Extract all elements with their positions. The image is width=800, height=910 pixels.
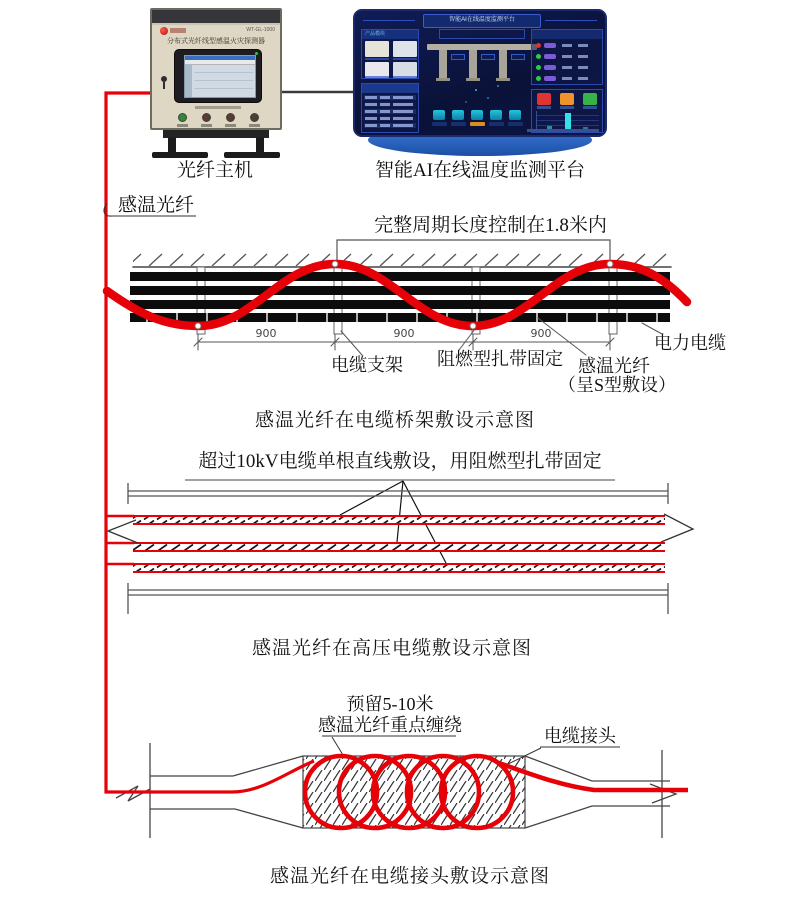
device-panel-title: 分布式光纤线型感温火灾探测器 — [167, 37, 265, 45]
temp-value-bar — [562, 77, 572, 80]
thumb-caption-bar — [365, 58, 389, 60]
tie-label: 阻燃型扎带固定 — [437, 349, 563, 369]
product-module-panel — [361, 29, 419, 79]
fiber-callout-label: 感温光纤 — [118, 195, 195, 216]
panel-button[interactable] — [226, 113, 235, 122]
temp-value-bar — [578, 77, 588, 80]
alarm-table-header — [362, 84, 418, 93]
temp-tag — [511, 54, 525, 60]
power-cable-label: 电力电缆 — [654, 333, 726, 353]
power-led — [255, 52, 258, 55]
brand-logo-icon — [160, 27, 168, 35]
device-model: WT-GL-1000 — [246, 27, 275, 33]
table-row[interactable] — [364, 116, 416, 121]
run-button[interactable] — [178, 113, 187, 122]
ai-dashboard-screen — [353, 9, 607, 137]
brand-text — [170, 28, 186, 33]
dashboard-title-banner: 智能AI在线温度监测平台 — [423, 14, 541, 28]
decor-dot — [475, 89, 477, 91]
zone-pill — [544, 65, 556, 70]
tray-period-title: 完整周期长度控制在1.8米内 — [374, 215, 607, 236]
thumb-caption-bar — [365, 76, 389, 78]
window-grid-line — [194, 88, 253, 89]
alarm-table-panel — [361, 83, 419, 133]
fiber-s-label: 感温光纤 — [578, 356, 650, 376]
temp-value-bar — [562, 44, 572, 47]
decor-dot — [497, 85, 499, 87]
mini-bar-chart — [536, 111, 599, 131]
nav-icon-label — [508, 122, 523, 126]
fiber-host-device — [150, 8, 282, 130]
product-thumb[interactable] — [365, 41, 389, 57]
bridge-pier — [439, 50, 447, 78]
status-dot-green — [536, 54, 541, 59]
hv-caption: 感温光纤在高压电缆敷设示意图 — [251, 638, 532, 659]
bridge-pier — [469, 50, 477, 78]
button-label-bar — [177, 124, 188, 127]
panel-button[interactable] — [202, 113, 211, 122]
temp-tag — [451, 54, 465, 60]
square-label-bar — [560, 106, 574, 109]
device-status-panel — [531, 89, 603, 133]
window-grid-line — [194, 80, 253, 81]
zone-pill — [544, 76, 556, 81]
table-row[interactable] — [364, 123, 416, 128]
decor-dot — [487, 97, 489, 99]
square-label-bar — [537, 106, 551, 109]
dim-900: 900 — [393, 327, 415, 340]
hv-title: 超过10kV电缆单根直线敷设，用阻燃型扎带固定 — [198, 451, 602, 472]
dim-900: 900 — [255, 327, 277, 340]
status-square-orange — [560, 93, 574, 105]
center-subtitle-bar — [439, 29, 525, 39]
device-foot — [152, 152, 208, 158]
window-menu-bar — [185, 60, 255, 65]
header-accent-line — [545, 20, 597, 21]
status-dot-green — [536, 76, 541, 81]
nav-icon[interactable] — [452, 110, 464, 120]
support-label: 电缆支架 — [331, 355, 403, 375]
tray-caption: 感温光纤在电缆桥架敷设示意图 — [254, 410, 535, 431]
thumb-caption-bar — [393, 58, 417, 60]
temp-value-bar — [578, 55, 588, 58]
right-break-mark — [661, 514, 693, 542]
product-thumb[interactable] — [393, 41, 417, 57]
device-screen-window — [184, 55, 256, 98]
nav-icon[interactable] — [433, 110, 445, 120]
header-accent-line — [363, 20, 415, 21]
temp-value-bar — [562, 55, 572, 58]
button-label-bar — [249, 124, 260, 127]
status-dot-green — [536, 65, 541, 70]
hv-cables — [133, 516, 665, 572]
temp-value-bar — [562, 66, 572, 69]
table-row[interactable] — [364, 109, 416, 114]
company-text-line — [195, 106, 241, 109]
fiber-s-sublabel: （呈S型敷设） — [558, 375, 677, 395]
table-row[interactable] — [364, 95, 416, 100]
device-screen — [174, 49, 262, 103]
lock-slot — [163, 82, 165, 89]
alarm-status-dot-red — [536, 43, 541, 48]
joint-body-hatched — [303, 756, 525, 828]
button-label-bar — [225, 124, 236, 127]
platform-label: 智能AI在线温度监测平台 — [374, 160, 586, 181]
table-row[interactable] — [364, 102, 416, 107]
window-sidebar — [185, 64, 192, 97]
status-square-green — [583, 93, 597, 105]
square-label-bar — [583, 106, 597, 109]
product-panel-title: 产品模块 — [362, 30, 418, 39]
status-square-red — [537, 93, 551, 105]
window-grid-line — [194, 72, 253, 73]
front-buttons — [174, 113, 262, 129]
panel-button[interactable] — [250, 113, 259, 122]
pier-base — [496, 78, 510, 81]
reserve-label: 预留5-10米 — [346, 694, 434, 714]
thumb-caption-bar — [393, 76, 417, 78]
nav-icon[interactable] — [490, 110, 502, 120]
pier-base — [436, 78, 450, 81]
zone-pill — [544, 43, 556, 48]
device-top-band — [152, 10, 280, 25]
zone-pill — [544, 54, 556, 59]
joint-label: 电缆接头 — [544, 726, 616, 746]
chart-bar-tall — [565, 113, 571, 130]
copyright-bar — [527, 129, 599, 132]
nav-icon[interactable] — [509, 110, 521, 120]
temp-value-bar — [578, 66, 588, 69]
dim-900: 900 — [530, 327, 552, 340]
decor-dot — [465, 101, 467, 103]
nav-icon[interactable] — [471, 110, 483, 120]
device-label: 光纤主机 — [176, 160, 253, 181]
temp-panel-header — [532, 30, 602, 39]
temperature-data-panel — [531, 29, 603, 85]
device-base-bar — [163, 130, 269, 138]
nav-icon-label — [432, 122, 447, 126]
hv-diagram — [108, 480, 693, 614]
temp-tag — [481, 54, 495, 60]
nav-icon-label — [489, 122, 504, 126]
nav-icon-label — [451, 122, 466, 126]
device-foot — [224, 152, 280, 158]
bridge-pier — [499, 50, 507, 78]
button-label-bar — [201, 124, 212, 127]
wrap-label: 感温光纤重点缠绕 — [318, 715, 462, 735]
temp-value-bar — [578, 44, 588, 47]
joint-caption: 感温光纤在电缆接头敷设示意图 — [269, 866, 550, 887]
pier-base — [466, 78, 480, 81]
nav-icon-label-active — [470, 122, 485, 126]
